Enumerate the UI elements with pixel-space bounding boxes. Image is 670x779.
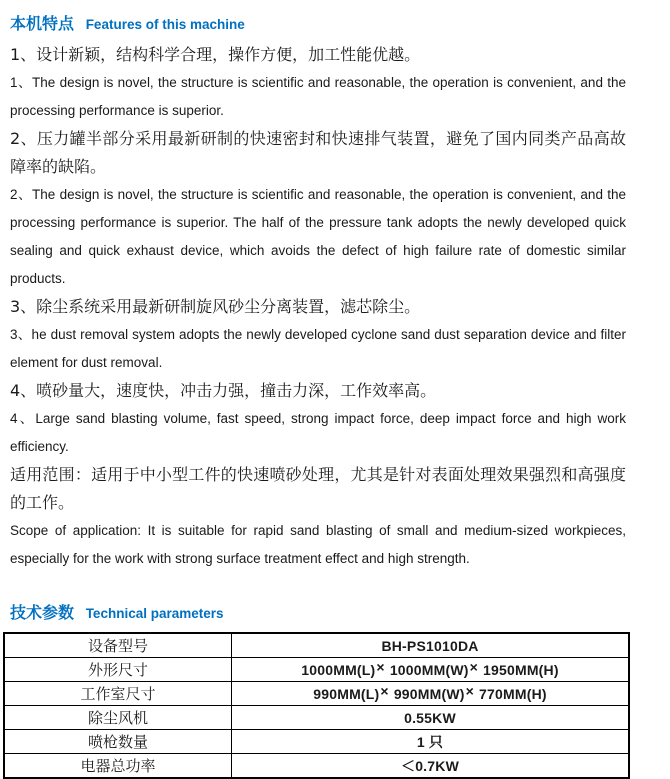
technical-parameters-section <box>0 573 670 779</box>
param-value-cell <box>232 658 630 682</box>
param-label-cell: 电器总功率 <box>4 754 232 779</box>
scope-of-application-zh: 适用范围：适用于中小型工件的快速喷砂处理，尤其是针对表面处理效果强烈和高强度的工作。 <box>10 465 626 512</box>
feature-item-2-zh: 2、压力罐半部分采用最新研制的快速密封和快速排气装置，避免了国内同类产品高故障率的缺陷。 <box>10 129 626 176</box>
features-title-en: Features of this machine <box>85 17 245 32</box>
multiply-sign: × <box>465 682 475 699</box>
tech-title-en: Technical parameters <box>85 606 224 621</box>
technical-parameters-table <box>3 632 630 779</box>
param-value-cell: 1 只 <box>232 730 630 754</box>
param-value-cell: 0.55KW <box>232 706 630 730</box>
tech-title-zh: 技术参数 <box>10 603 75 622</box>
scope-of-application-en: Scope of application: It is suitable for rapid sand blasting of small and medium-sized workpieces, especially for the work with strong surface treatment effect and high strength. <box>10 523 626 566</box>
tech-section-title <box>0 597 670 625</box>
dimension-length: 1000MM(L) <box>301 661 376 678</box>
features-title-zh: 本机特点 <box>10 14 75 33</box>
param-value-cell: ＜0.7KW <box>232 754 630 779</box>
feature-item-3-en: 3、he dust removal system adopts the newly developed cyclone sand dust separation device and filter element for dust removal. <box>10 327 626 370</box>
feature-item-2-en: 2、The design is novel, the structure is scientific and reasonable, the operation is convenient, and the processing performance is superior. The half of the pressure tank adopts the newly developed quick sealing and quick exhaust device, which avoids the defect of high failure rate of domestic similar products. <box>10 187 626 286</box>
param-label-cell: 工作室尺寸 <box>4 682 232 706</box>
dimension-height: 770MM(H) <box>479 685 547 702</box>
param-label-cell: 设备型号 <box>4 633 232 658</box>
multiply-sign: × <box>380 682 389 699</box>
param-label-cell: 除尘风机 <box>4 706 232 730</box>
table-row-dust-fan <box>4 706 629 730</box>
table-row-total-power <box>4 754 629 779</box>
feature-item-4-en: 4、Large sand blasting volume, fast speed, strong impact force, deep impact force and high work efficiency. <box>10 411 626 454</box>
dimension-width: 1000MM(W) <box>389 661 469 678</box>
feature-item-1-zh: 1、设计新颖，结构科学合理，操作方便，加工性能优越。 <box>10 45 421 64</box>
multiply-sign: × <box>469 658 479 675</box>
param-value-cell: BH-PS1010DA <box>232 633 630 658</box>
feature-item-3-zh: 3、除尘系统采用最新研制旋风砂尘分离装置，滤芯除尘。 <box>10 297 421 316</box>
dimension-length: 990MM(L) <box>313 685 380 702</box>
param-label-cell: 喷枪数量 <box>4 730 232 754</box>
param-value-cell <box>232 682 630 706</box>
feature-item-1-en: 1、The design is novel, the structure is scientific and reasonable, the operation is convenient, and the processing performance is superior. <box>10 75 626 118</box>
param-label-cell: 外形尺寸 <box>4 658 232 682</box>
multiply-sign: × <box>376 658 385 675</box>
table-row-gun-quantity <box>4 730 629 754</box>
table-row-chamber-dimensions <box>4 682 629 706</box>
table-row-model <box>4 633 629 658</box>
table-row-outer-dimensions <box>4 658 629 682</box>
features-section-title <box>10 8 626 36</box>
dimension-height: 1950MM(H) <box>483 661 559 678</box>
dimension-width: 990MM(W) <box>393 685 465 702</box>
feature-item-4-zh: 4、喷砂量大，速度快，冲击力强，撞击力深，工作效率高。 <box>10 381 437 400</box>
